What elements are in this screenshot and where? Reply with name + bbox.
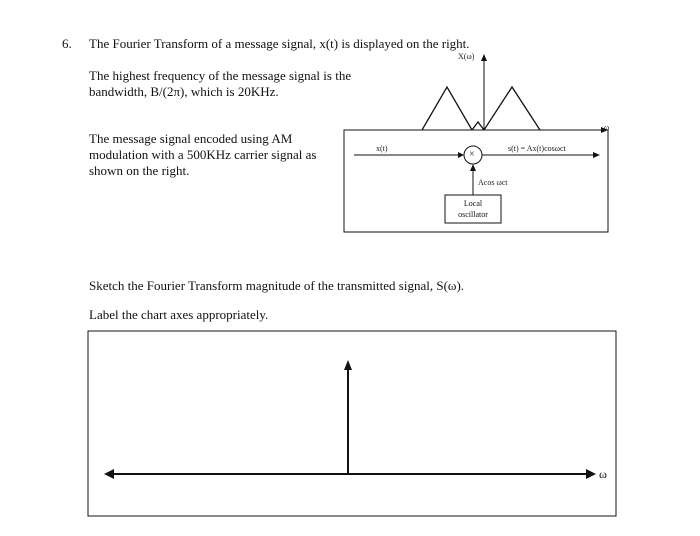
carrier-label: Acos ωct (478, 178, 508, 187)
am-text-line3: shown on the right. (89, 163, 190, 178)
instruction-text: Label the chart axes appropriately. (89, 307, 269, 322)
output-label: s(t) = Ax(t)cosωct (508, 144, 566, 153)
am-text-line2: modulation with a 500KHz carrier signal as (89, 147, 317, 162)
question-intro: The Fourier Transform of a message signal, x(t) is displayed on the right. (89, 36, 470, 51)
bandwidth-text-line2: bandwidth, B/(2π), which is 20KHz. (89, 84, 279, 99)
multiplier-symbol: × (469, 149, 475, 160)
oscillator-label-line1: Local (463, 199, 483, 208)
task-text: Sketch the Fourier Transform magnitude of the transmitted signal, S(ω). (89, 278, 465, 293)
am-text-line1: The message signal encoded using AM (89, 131, 293, 146)
answer-chart-frame (88, 331, 616, 516)
answer-x-axis-label: ω (599, 467, 607, 481)
answer-x-arrow-left (104, 469, 114, 479)
bandwidth-text-line1: The highest frequency of the message signal is the (89, 68, 352, 83)
spectrum-y-label: X(ω) (458, 52, 475, 61)
oscillator-label-line2: oscillator (458, 210, 488, 219)
input-label: x(t) (376, 144, 388, 153)
answer-x-arrow-right (586, 469, 596, 479)
question-number: 6. (62, 36, 72, 51)
answer-y-arrow (344, 360, 352, 370)
spectrum-x-label: ω (604, 123, 610, 132)
